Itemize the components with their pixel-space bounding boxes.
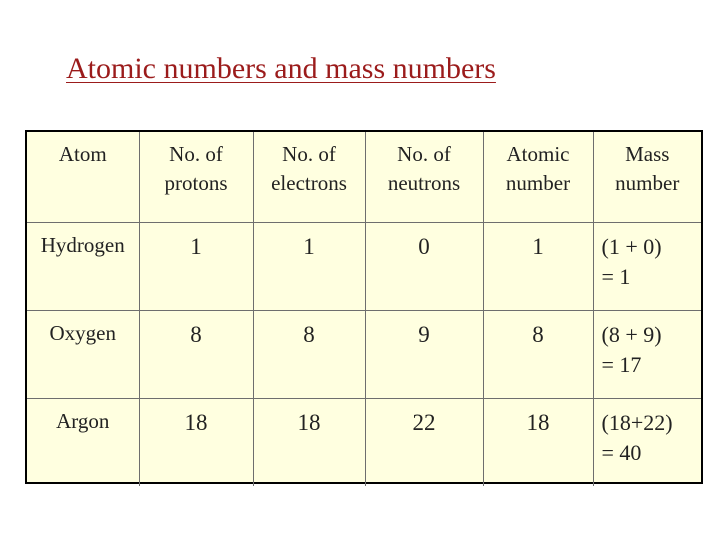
header-electrons: No. of electrons: [253, 132, 365, 222]
atom-name-cell: Hydrogen: [27, 222, 139, 310]
header-protons: No. of protons: [139, 132, 253, 222]
slide-title: Atomic numbers and mass numbers: [66, 52, 496, 85]
table-header-row: [27, 132, 701, 222]
protons-cell: 18: [139, 398, 253, 486]
mass-expression: (8 + 9): [601, 321, 662, 347]
mass-expression: (1 + 0): [601, 233, 662, 259]
atomic-number-cell: 1: [483, 222, 593, 310]
electrons-cell: 8: [253, 310, 365, 398]
protons-cell: 1: [139, 222, 253, 310]
atom-name-cell: Oxygen: [27, 310, 139, 398]
mass-result: = 1: [601, 263, 631, 289]
mass-result: = 40: [601, 439, 642, 465]
neutrons-cell: 9: [365, 310, 483, 398]
header-neutrons: No. of neutrons: [365, 132, 483, 222]
protons-cell: 8: [139, 310, 253, 398]
header-atomic-number: Atomic number: [483, 132, 593, 222]
atomic-number-cell: 8: [483, 310, 593, 398]
mass-number-cell: [593, 398, 701, 486]
atom-name-cell: Argon: [27, 398, 139, 486]
electrons-cell: 1: [253, 222, 365, 310]
mass-expression: (18+22): [601, 409, 673, 435]
electrons-cell: 18: [253, 398, 365, 486]
mass-number-cell: [593, 222, 701, 310]
atomic-table-container: [25, 130, 703, 484]
table-row: [27, 398, 701, 486]
table-row: [27, 222, 701, 310]
neutrons-cell: 22: [365, 398, 483, 486]
neutrons-cell: 0: [365, 222, 483, 310]
atomic-table: [27, 132, 701, 486]
atomic-number-cell: 18: [483, 398, 593, 486]
header-atom: Atom: [27, 132, 139, 222]
mass-number-cell: [593, 310, 701, 398]
mass-result: = 17: [601, 351, 642, 377]
table-row: [27, 310, 701, 398]
header-mass-number: Mass number: [593, 132, 701, 222]
